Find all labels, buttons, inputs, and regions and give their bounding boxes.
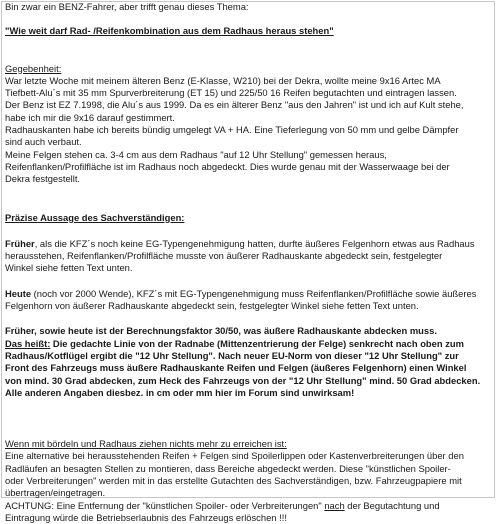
- warning-line: ACHTUNG: Eine Entfernung der "künstlichen Spoiler- oder Verbreiterungen" nach der Begutachtung und: [5, 499, 440, 511]
- earlier-line: herausstehen, Reifenflanken/Profilfläche musste von äußerer Radhauskante abgedeckt sein, festgelegter: [5, 250, 443, 262]
- closing-heading: Wenn mit bördeln und Radhaus ziehen nichts mehr zu erreichen ist:: [5, 438, 287, 450]
- situation-line: War letzte Woche mit meinem älteren Benz (E-Klasse, W210) bei der Dekra, wollte meine 9x16 Artec MA: [5, 74, 441, 86]
- situation-line: habe ich mir die 9x16 darauf gestimmert.: [5, 111, 175, 123]
- today-paragraph: [5, 288, 493, 313]
- earlier-label: Früher: [5, 237, 35, 249]
- bold-rule-line: von mind. 30 Grad abdecken, zum Heck des Fahrzeugs von der "12 Uhr Stellung" mind. 50 Grad abdecken.: [5, 374, 481, 386]
- situation-paragraph: [5, 75, 493, 186]
- situation-line: Reifenflanken/Profilfläche ist im Radhaus noch abgedeckt. Dies wurde genau mit der Wasserwaage bei der: [5, 160, 450, 172]
- situation-line: Meine Felgen stehen ca. 3-4 cm aus dem Radhaus "auf 12 Uhr Stellung" gemessen heraus,: [5, 148, 387, 160]
- situation-line: Der Benz ist EZ 7.1998, die Alu´s aus 1999. Da es ein älterer Benz "aus den Jahren" ist und ich auf Kult stehe,: [5, 99, 464, 111]
- bold-rule-line: Alle anderen Angaben diesbez. in cm oder mm hier im Forum sind unwirksam!: [5, 386, 355, 398]
- bold-rule-line: Front des Fahrzeugs muss äußere Radhauskante Reifen und Felgen (äußeres Felgenhorn) einen Winkel: [5, 362, 467, 374]
- bold-rule-paragraph: [5, 325, 493, 399]
- closing-line: Radläufen an besagten Stellen zu montieren, dass Bereiche abgedeckt werden. Diese "künstlichen Spoiler-: [5, 462, 451, 474]
- earlier-paragraph: [5, 238, 493, 275]
- today-line: Felgenhorn von äußerer Radhauskante abgedeckt sein, festgelegter Winkel siehe fetten Text unten.: [5, 300, 419, 312]
- bold-rule-line: Das heißt: Die gedachte Linie von der Radnabe (Mittenzentrierung der Felge) senkrecht nach oben zum: [5, 337, 464, 349]
- situation-line: sind auch verbaut.: [5, 136, 82, 148]
- that-means-label: Das heißt:: [5, 337, 51, 349]
- intro-line: Bin zwar ein BENZ-Fahrer, aber trifft genau dieses Thema:: [5, 1, 249, 12]
- bold-rule-line: Radhaus/Kotflügel ergibt die "12 Uhr Stellung". Nach neuer EU-Norm von dieser "12 Uhr Stellung" zur: [5, 349, 459, 361]
- situation-line: Tiefbett-Alu´s mit 35 mm Spurverbreiterung (ET 15) und 225/50 16 Reifen begutachten und eintragen lassen.: [5, 87, 457, 99]
- closing-line: oder Verbreiterungen" werden mit in das erstellte Gutachten des Sachverständigen, bzw. Fahrzeugpapiere mit: [5, 475, 462, 487]
- situation-line: Radhauskanten habe ich bereits bündig umgelegt VA + HA. Eine Tieferlegung von 50 mm und gelbe Dämpfer: [5, 124, 459, 136]
- today-label: Heute: [5, 287, 32, 299]
- warning-line: Eintragung würde die Betriebserlaubnis des Fahrzeugs erlöschen !!!: [5, 511, 287, 523]
- situation-heading: Gegebenheit:: [5, 62, 62, 74]
- earlier-line: Früher, als die KFZ´s noch keine EG-Typengenehmigung hatten, durfte äußeres Felgenhorn etwas aus Radhaus: [5, 237, 475, 249]
- post-title: "Wie weit darf Rad- /Reifenkombination aus dem Radhaus heraus stehen": [5, 25, 334, 37]
- bold-rule-line: Früher, sowie heute ist der Berechnungsfaktor 30/50, was äußere Radhauskante abdecken muss.: [5, 325, 437, 337]
- expert-heading: Präzise Aussage des Sachverständigen:: [5, 211, 185, 223]
- closing-paragraph: [5, 450, 493, 524]
- warning-emphasis: nach: [324, 499, 345, 511]
- today-line: Heute (noch vor 2000 Wende), KFZ´s mit EG-Typengenehmigung muss Reifenflanken/Profilfläche sowie äußeres: [5, 287, 477, 299]
- situation-line: Dekra festgestellt.: [5, 173, 81, 185]
- earlier-line: Winkel siehe fetten Text unten.: [5, 262, 133, 274]
- closing-line: Eine alternative bei herausstehenden Reifen + Felgen sind Spoilerlippen oder Kastenverbreiterungen über den: [5, 450, 464, 462]
- post-content: [5, 1, 493, 524]
- closing-line: übertragen/eingetragen.: [5, 487, 106, 499]
